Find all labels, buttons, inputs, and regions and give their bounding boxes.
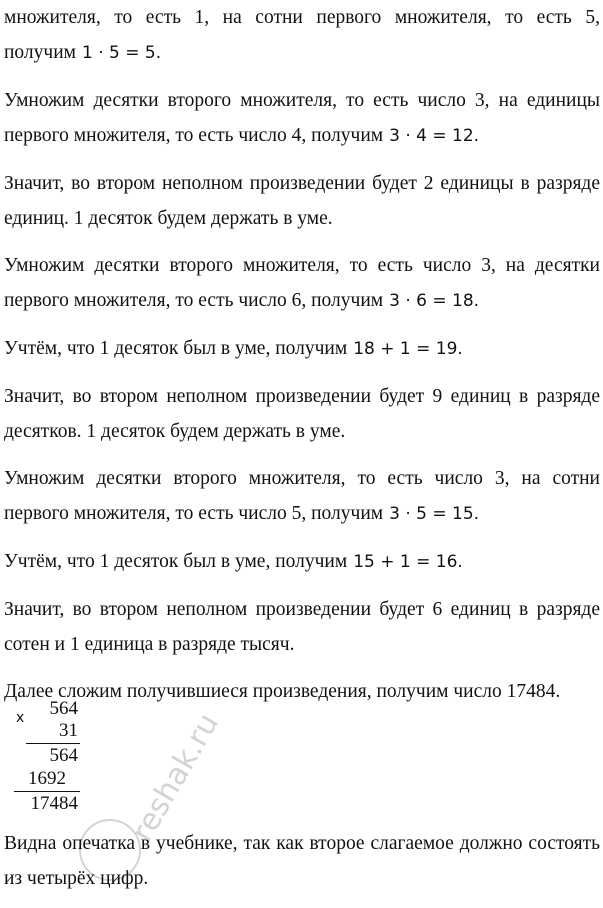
paragraph-5: Учтём, что 1 десяток был в уме, получим 18 + 1 = 19. bbox=[4, 338, 463, 359]
paragraph-6: Значит, во втором неполном произведении будет 9 единиц в разряде десятков. 1 десяток будем держать в уме. bbox=[4, 386, 600, 442]
multiplicand: 564 bbox=[49, 698, 78, 719]
multiply-sign: x bbox=[16, 710, 25, 726]
paragraph-8: Учтём, что 1 десяток был в уме, получим 15 + 1 = 16. bbox=[4, 551, 463, 572]
partial-product-2: 1692 bbox=[28, 768, 66, 789]
equation-1: 1 · 5 = 5. bbox=[82, 43, 162, 63]
column-multiplication bbox=[0, 698, 130, 818]
equation-6: 15 + 1 = 16. bbox=[353, 552, 463, 572]
equation-3: 3 · 6 = 18. bbox=[389, 291, 480, 311]
paragraph-9: Значит, во втором неполном произведении будет 6 единиц в разряде сотен и 1 единица в разряде тысяч. bbox=[4, 599, 600, 655]
multiplier: 31 bbox=[59, 720, 78, 741]
equation-5: 3 · 5 = 15. bbox=[389, 504, 480, 524]
paragraph-10: Далее сложим получившиеся произведения, получим число 17484. bbox=[4, 681, 561, 702]
watermark-text: reshak.ru bbox=[124, 707, 226, 848]
result: 17484 bbox=[30, 793, 78, 814]
final-note bbox=[4, 826, 600, 908]
paragraph-1: множителя, то есть 1, на сотни первого множителя, то есть 5, получим 1 · 5 = 5. bbox=[4, 7, 600, 63]
partial-product-1: 564 bbox=[49, 745, 78, 766]
paragraph-2: Умножим десятки второго множителя, то есть число 3, на единицы первого множителя, то есть число 4, получим 3 · 4 = 12. bbox=[4, 90, 600, 146]
paragraph-7: Умножим десятки второго множителя, то есть число 3, на сотни первого множителя, то есть число 5, получим 3 · 5 = 15. bbox=[4, 468, 600, 524]
solution-text bbox=[4, 0, 600, 721]
line-2 bbox=[14, 791, 80, 792]
paragraph-4: Умножим десятки второго множителя, то есть число 3, на десятки первого множителя, то есть число 6, получим 3 · 6 = 18. bbox=[4, 255, 600, 311]
line-1 bbox=[26, 743, 80, 744]
paragraph-final: Видна опечатка в учебнике, так как второе слагаемое должно состоять из четырёх цифр. bbox=[4, 833, 600, 889]
paragraph-3: Значит, во втором неполном произведении будет 2 единицы в разряде единиц. 1 десяток будем держать в уме. bbox=[4, 173, 600, 229]
equation-4: 18 + 1 = 19. bbox=[353, 339, 463, 359]
equation-2: 3 · 4 = 12. bbox=[389, 126, 480, 146]
